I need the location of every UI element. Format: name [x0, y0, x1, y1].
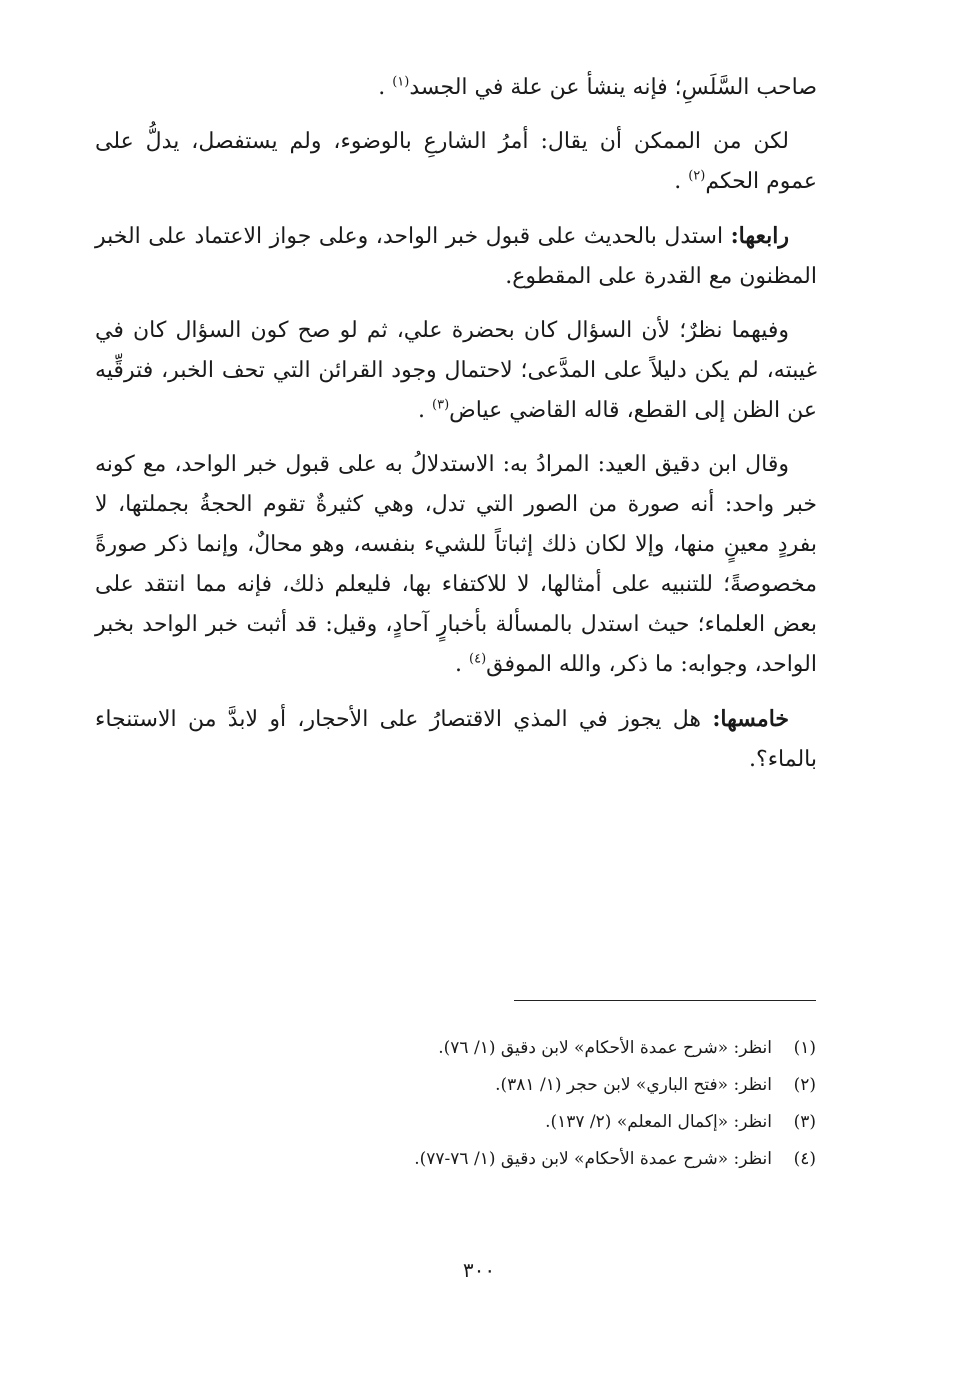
paragraph-2	[95, 122, 817, 202]
paragraph-text: هل يجوز في المذي الاقتصارُ على الأحجار، أو لابدَّ من الاستنجاء بالماء؟.	[95, 707, 817, 772]
paragraph-end: .	[378, 75, 393, 100]
paragraph-end: .	[418, 398, 432, 423]
footnote-item	[256, 1067, 816, 1104]
paragraph-6	[95, 699, 817, 780]
footnotes	[256, 1030, 816, 1178]
paragraph-text: لكن من الممكن أن يقال: أمرُ الشارعِ بالوضوء، ولم يستفصل، يدلُّ على عموم الحكم	[95, 129, 817, 194]
page-body	[95, 68, 817, 794]
footnote-ref-1: (١)	[392, 74, 410, 90]
footnote-text: انظر: «شرح عمدة الأحكام» لابن دقيق (١/ ٧٦-٧٧).	[414, 1149, 772, 1169]
footnote-number: (١)	[793, 1038, 816, 1058]
paragraph-end: .	[674, 169, 689, 194]
footnote-ref-4: (٤)	[469, 651, 487, 667]
paragraph-4	[95, 311, 817, 431]
footnote-ref-3: (٣)	[432, 397, 450, 413]
footnote-text: انظر: «شرح عمدة الأحكام» لابن دقيق (١/ ٧٦).	[438, 1038, 772, 1058]
footnote-number: (٣)	[793, 1112, 816, 1132]
paragraph-end: .	[455, 652, 470, 677]
footnote-ref-2: (٢)	[688, 168, 706, 184]
paragraph-3	[95, 216, 817, 297]
paragraph-lead: خامسها:	[712, 706, 789, 732]
paragraph-text: وفيهما نظرٌ؛ لأن السؤال كان بحضرة علي، ثم لو صح كون السؤال كان في غيبته، لم يكن دليلاً على المدَّعى؛ لاحتمال وجود القرائن التي تحف الخبر، فترقِّيه عن الظن إلى القطع، قاله القاضي عياض	[95, 318, 817, 423]
footnote-separator	[514, 1000, 816, 1001]
footnote-item	[256, 1104, 816, 1141]
footnote-item	[256, 1030, 816, 1067]
footnote-text: انظر: «إكمال المعلم» (٢/ ١٣٧).	[545, 1112, 772, 1132]
paragraph-text: وقال ابن دقيق العيد: المرادُ به: الاستدلالُ به على قبول خبر الواحد، مع كونه خبر واحد: أنه صورة من الصور التي تدل، وهي كثيرةٌ تقوم الحجةُ بجملتها، لا بفردٍ معينٍ منها، وإلا لكان ذلك إثباتاً للشيء بنفسه، وهو محالٌ، وإنما ذكر صورةً مخصوصةً؛ للتنبيه على أمثالها، لا للاكتفاء بها، فليعلم ذلك، فإنه مما انتقد على بعض العلماء؛ حيث استدل بالمسألة بأخبارٍ آحادٍ، وقيل: قد أثبت خبر الواحد بخبر الواحد، وجوابه: ما ذكر، والله الموفق	[95, 452, 817, 677]
paragraph-text: صاحب السَّلَسِ؛ فإنه ينشأ عن علة في الجسد	[409, 75, 817, 100]
footnote-number: (٤)	[793, 1149, 816, 1169]
paragraph-lead: رابعها:	[730, 223, 789, 249]
footnote-item	[256, 1141, 816, 1178]
paragraph-5	[95, 445, 817, 685]
page-number: ٣٠٠	[462, 1258, 496, 1282]
paragraph-text: استدل بالحديث على قبول خبر الواحد، وعلى جواز الاعتماد على الخبر المظنون مع القدرة على المقطوع.	[95, 224, 817, 289]
paragraph-1	[95, 68, 817, 108]
footnote-number: (٢)	[793, 1075, 816, 1095]
footnote-text: انظر: «فتح الباري» لابن حجر (١/ ٣٨١).	[495, 1075, 772, 1095]
